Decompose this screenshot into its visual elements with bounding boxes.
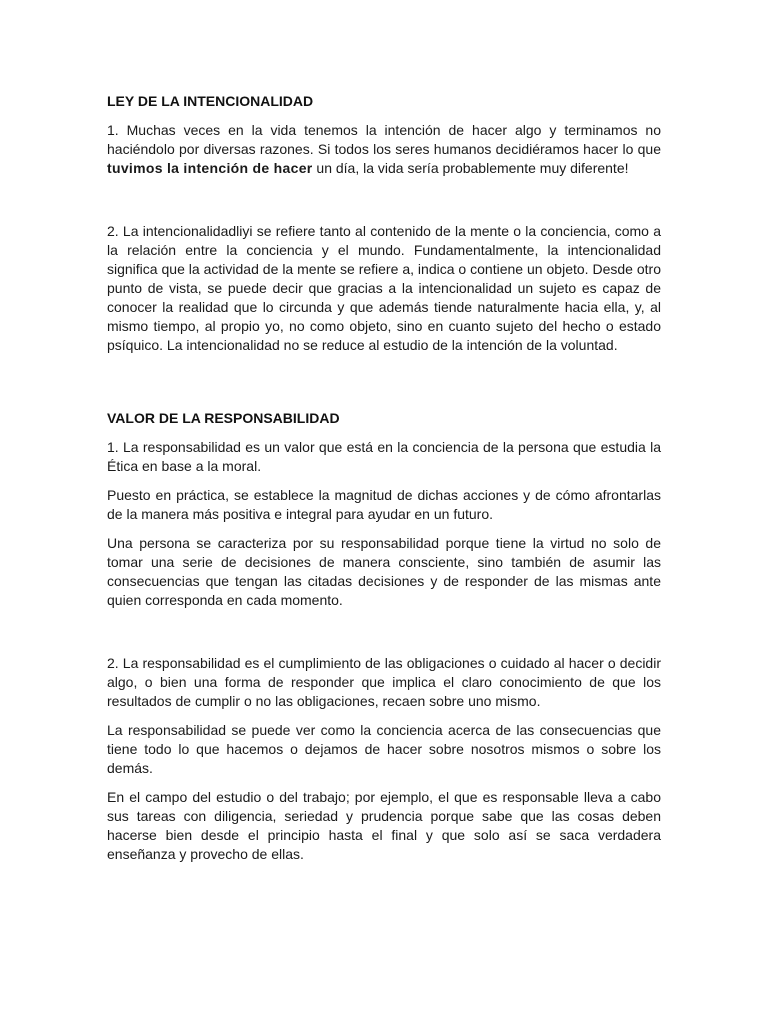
bold-phrase: tuvimos la intención de hacer [107, 160, 313, 176]
spacer [107, 620, 661, 654]
document-page [107, 92, 661, 874]
spacer [107, 188, 661, 222]
paragraph: 2. La intencionalidadliyi se refiere tanto al contenido de la mente o la conciencia, como a la relación entre la conciencia y el mundo. Fundamentalmente, la intencionalidad significa que la actividad de la mente se refiere a, indica o contiene un objeto. Desde otro punto de vista, se puede decir que gracias a la intencionalidad un sujeto es capaz de conocer la realidad que lo circunda y que además tiende naturalmente hacia ella, y, al mismo tiempo, al propio yo, no como objeto, sino en cuanto sujeto del hecho o estado psíquico. La intencionalidad no se reduce al estudio de la intención de la voluntad. [107, 223, 661, 353]
spacer [107, 365, 661, 409]
paragraph: En el campo del estudio o del trabajo; por ejemplo, el que es responsable lleva a cabo sus tareas con diligencia, seriedad y prudencia porque sabe que las cosas deben hacerse bien desde el principio hasta el final y que solo así se saca verdadera enseñanza y provecho de ellas. [107, 789, 661, 862]
paragraph: 1. La responsabilidad es un valor que está en la conciencia de la persona que estudia la Ética en base a la moral. [107, 439, 661, 474]
section-responsabilidad [107, 409, 661, 864]
paragraph-text: 1. Muchas veces en la vida tenemos la intención de hacer algo y terminamos no haciéndolo por diversas razones. Si todos los seres humanos decidiéramos hacer lo que [107, 122, 661, 157]
paragraph: 2. La responsabilidad es el cumplimiento de las obligaciones o cuidado al hacer o decidir algo, o bien una forma de responder que implica el claro conocimiento de que los resultados de cumplir o no las obligaciones, recaen sobre uno mismo. [107, 655, 661, 709]
paragraph-text: un día, la vida sería probablemente muy diferente! [312, 160, 629, 176]
paragraph: Una persona se caracteriza por su responsabilidad porque tiene la virtud no solo de tomar una serie de decisiones de manera consciente, sino también de asumir las consecuencias que tengan las citadas decisiones y de responder de las mismas ante quien corresponda en cada momento. [107, 535, 661, 608]
section-intencionalidad [107, 92, 661, 355]
section-heading: VALOR DE LA RESPONSABILIDAD [107, 410, 340, 426]
paragraph [107, 121, 661, 178]
paragraph: La responsabilidad se puede ver como la conciencia acerca de las consecuencias que tiene todo lo que hacemos o dejamos de hacer sobre nosotros mismos o sobre los demás. [107, 722, 661, 776]
paragraph: Puesto en práctica, se establece la magnitud de dichas acciones y de cómo afrontarlas de la manera más positiva e integral para ayudar en un futuro. [107, 487, 661, 522]
section-heading: LEY DE LA INTENCIONALIDAD [107, 93, 314, 109]
